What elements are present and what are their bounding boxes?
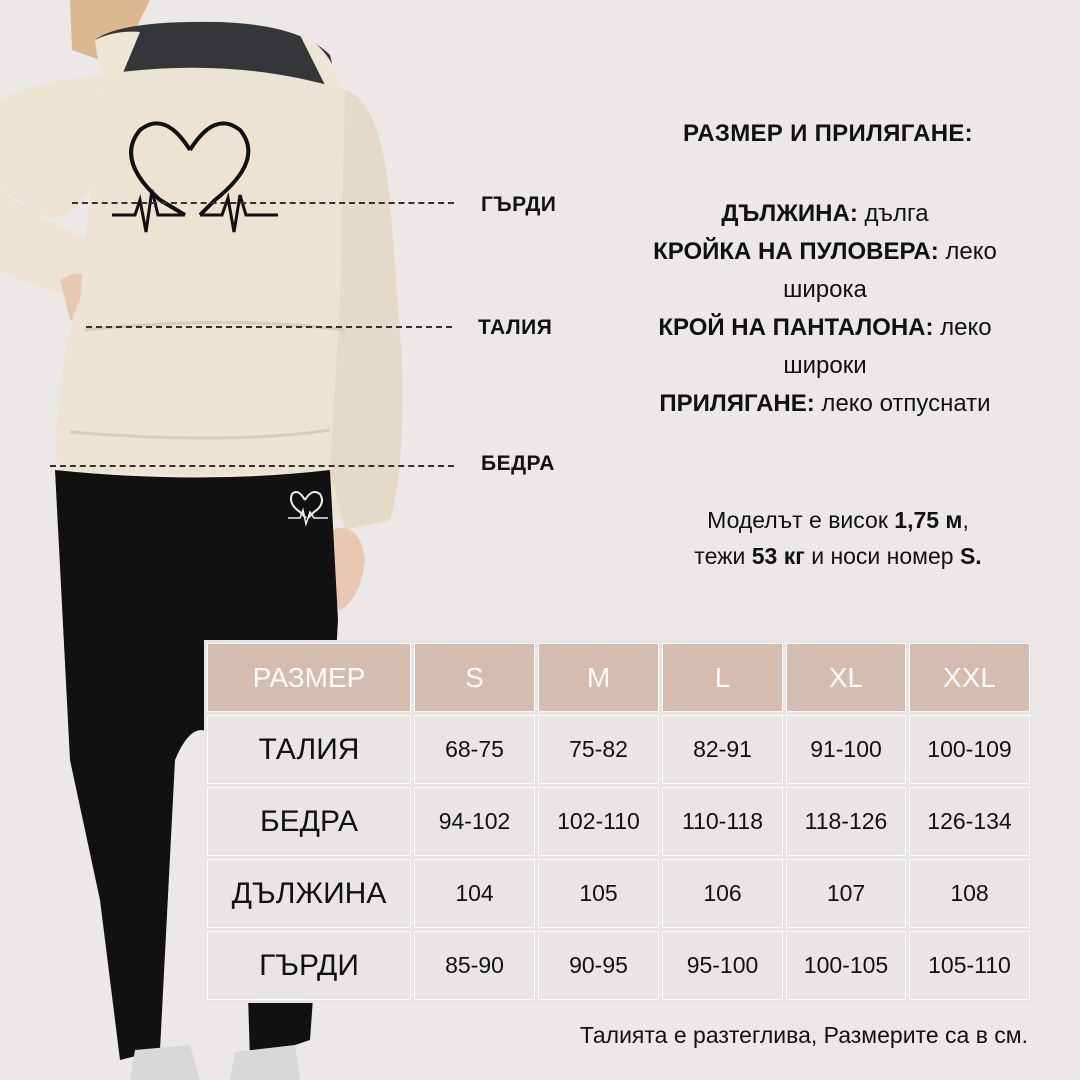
table-header-cell: РАЗМЕР (207, 643, 411, 712)
pants-value: леко (933, 314, 992, 341)
table-cell: 102-110 (538, 787, 659, 856)
pants-label: КРОЙ НА ПАНТАЛОНА: (658, 314, 934, 341)
model-note-line-1 (600, 502, 1076, 538)
model-height: 1,75 м (894, 507, 963, 533)
model-note-text-4: и носи номер (804, 543, 960, 569)
table-row-label: ГЪРДИ (207, 931, 411, 1000)
hips-measure-line (50, 465, 454, 467)
chest-measure-line (72, 202, 454, 204)
table-cell: 90-95 (538, 931, 659, 1000)
pullover-spec-cont: широка (783, 276, 867, 303)
table-row (207, 715, 1030, 784)
table-cell: 108 (909, 859, 1030, 928)
table-header-cell: XL (786, 643, 906, 712)
table-cell: 118-126 (786, 787, 906, 856)
table-header-cell: S (414, 643, 535, 712)
table-row-label: БЕДРА (207, 787, 411, 856)
footnote: Талията е разтеглива, Размерите са в см. (579, 1022, 1028, 1048)
table-cell: 126-134 (909, 787, 1030, 856)
size-fit-title: РАЗМЕР И ПРИЛЯГАНЕ: (683, 120, 973, 147)
pullover-spec (590, 233, 1060, 271)
table-row-label: ТАЛИЯ (207, 715, 411, 784)
pants-spec-cont: широки (783, 352, 867, 379)
pants-spec (590, 309, 1060, 347)
pullover-label: КРОЙКА НА ПУЛОВЕРА: (653, 238, 939, 265)
table-row-label: ДЪЛЖИНА (207, 859, 411, 928)
fit-spec (590, 385, 1060, 423)
table-cell: 106 (662, 859, 783, 928)
table-header-cell: M (538, 643, 659, 712)
model-note (600, 502, 1076, 574)
table-cell: 110-118 (662, 787, 783, 856)
model-size: S. (959, 543, 982, 569)
table-cell: 82-91 (662, 715, 783, 784)
table-cell: 100-105 (786, 931, 906, 1000)
table-cell: 105-110 (909, 931, 1030, 1000)
table-cell: 100-109 (909, 715, 1030, 784)
hips-label: БЕДРА (481, 452, 555, 475)
model-note-text-2: , (962, 507, 969, 533)
chest-label: ГЪРДИ (481, 193, 557, 216)
table-cell: 105 (538, 859, 659, 928)
length-spec (590, 195, 1060, 233)
table-cell: 95-100 (662, 931, 783, 1000)
fit-value: леко отпуснати (814, 390, 991, 417)
model-weight: 53 кг (751, 543, 805, 569)
model-note-text-1: Моделът е висок (707, 507, 895, 533)
table-cell: 91-100 (786, 715, 906, 784)
table-cell: 94-102 (414, 787, 535, 856)
waist-label: ТАЛИЯ (478, 316, 553, 339)
waist-measure-line (86, 326, 452, 328)
size-table (204, 640, 1033, 1003)
pullover-value: леко (938, 238, 997, 265)
table-header-cell: XXL (909, 643, 1030, 712)
model-note-text-3: тежи (694, 543, 752, 569)
table-row (207, 931, 1030, 1000)
table-cell: 68-75 (414, 715, 535, 784)
model-note-line-2 (600, 538, 1076, 574)
table-row (207, 859, 1030, 928)
fit-label: ПРИЛЯГАНЕ: (659, 390, 815, 417)
table-cell: 75-82 (538, 715, 659, 784)
table-header-row (207, 643, 1030, 712)
table-cell: 107 (786, 859, 906, 928)
table-cell: 104 (414, 859, 535, 928)
table-header-cell: L (662, 643, 783, 712)
table-row (207, 787, 1030, 856)
spec-list (590, 195, 1060, 423)
length-value: дълга (857, 200, 929, 227)
length-label: ДЪЛЖИНА: (721, 200, 858, 227)
table-cell: 85-90 (414, 931, 535, 1000)
